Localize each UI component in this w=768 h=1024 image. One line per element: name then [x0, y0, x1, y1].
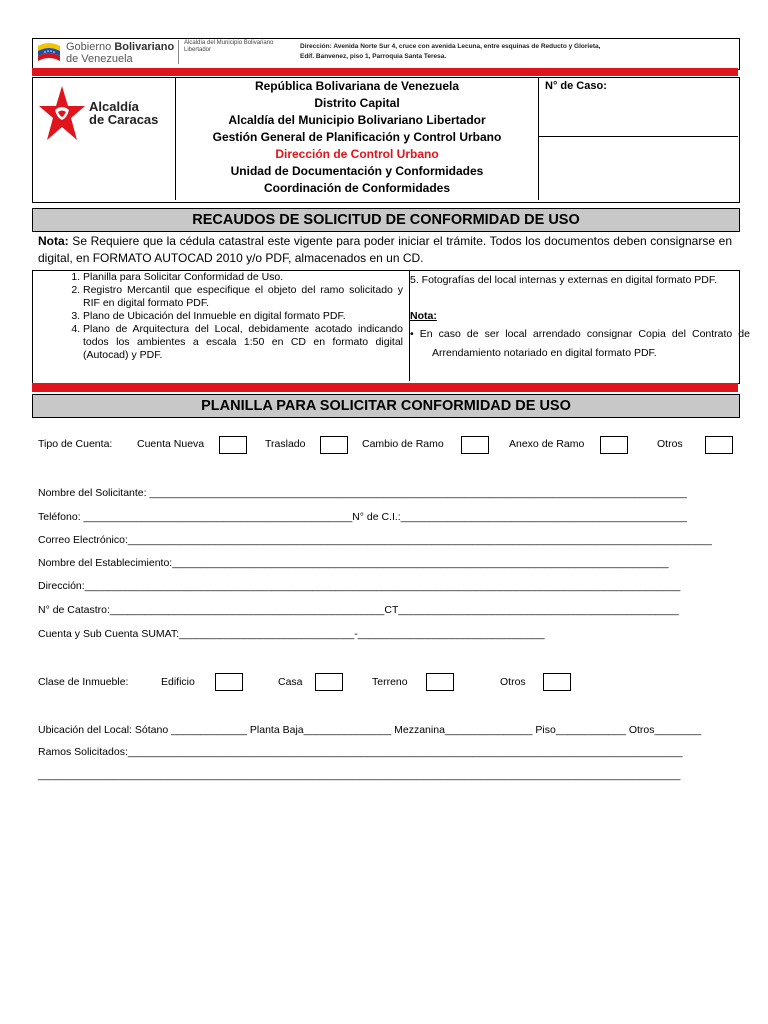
red-star-icon — [37, 84, 87, 146]
venezuela-flag-icon — [36, 40, 62, 66]
opt-traslado: Traslado — [265, 438, 306, 450]
inst-line2: Distrito Capital — [314, 96, 400, 110]
ramos-field[interactable]: Ramos Solicitados:_______________________________________________________________________________________________ — [38, 746, 683, 758]
nota-label: Nota: — [38, 234, 69, 248]
caso-cell[interactable] — [539, 78, 738, 137]
gobierno-logo — [36, 40, 176, 66]
requirement-item: 3. Plano de Ubicación del Inmueble en digital formato PDF. — [83, 310, 409, 323]
sumat-field[interactable]: Cuenta y Sub Cuenta SUMAT:______________________________-________________________________ — [38, 628, 545, 640]
logo-line2: de Caracas — [89, 112, 159, 127]
address-line1: Dirección: Avenida Norte Sur 4, cruce con avenida Lecuna, entre esquinas de Reducto y Glorieta, — [300, 43, 601, 50]
inst-line7: Coordinación de Conformidades — [263, 181, 450, 195]
address-line2: Edif. Banvenez, piso 1, Parroquia Santa Teresa. — [300, 53, 447, 60]
red-divider — [32, 68, 738, 76]
checkbox-terreno[interactable] — [426, 673, 454, 691]
ramos-field-line2[interactable]: ______________________________________________________________________________________________________________ — [38, 769, 681, 781]
nota2-bullet: • En caso de ser local arrendado consignar Copia del Contrato de Arrendamiento notariado en digital formato PDF. — [410, 328, 750, 359]
caso-label: N° de Caso: — [545, 80, 607, 92]
inst-line6: Unidad de Documentación y Conformidades — [230, 164, 484, 178]
checkbox-cambio-ramo[interactable] — [461, 436, 489, 454]
inst-line1: República Bolivariana de Venezuela — [254, 79, 460, 93]
ubicacion-field[interactable]: Ubicación del Local: Sótano _____________ Planta Baja_______________ Mezzanina_______________ Piso____________ Otros________ — [38, 724, 702, 736]
gov-text-bold: Bolivariano — [114, 41, 175, 53]
checkbox-otros-inmueble[interactable] — [543, 673, 571, 691]
gov-text-line2: de Venezuela — [66, 53, 133, 65]
alcaldia-logo — [33, 78, 176, 200]
gov-text-prefix: Gobierno — [66, 41, 115, 53]
requirement-item-5: 5. Fotografías del local internas y externas en digital formato PDF. — [410, 274, 717, 286]
opt-casa: Casa — [278, 676, 303, 688]
opt-cambio-ramo: Cambio de Ramo — [362, 438, 444, 450]
opt-edificio: Edificio — [161, 676, 195, 688]
requirement-item: 2. Registro Mercantil que especifique el objeto del ramo solicitado y RIF en digital formato PDF. — [83, 284, 409, 310]
nombre-solicitante-field[interactable]: Nombre del Solicitante: ____________________________________________________________________________________________ — [38, 487, 687, 499]
red-divider-2 — [32, 383, 738, 392]
direccion-field[interactable]: Dirección:______________________________________________________________________________________________________ — [38, 580, 681, 592]
opt-terreno: Terreno — [372, 676, 408, 688]
requirement-item: 4. Plano de Arquitectura del Local, debidamente acotado indicando todos los ambientes a escala 1:50 en CD en formato digital (Autocad) y PDF. — [83, 323, 409, 362]
requirements-right — [410, 271, 750, 381]
inst-line3: Alcaldía del Municipio Bolivariano Libertador — [228, 113, 486, 127]
institution-names — [176, 78, 539, 200]
inst-line4: Gestión General de Planificación y Control Urbano — [212, 130, 502, 144]
nota-text: Se Requiere que la cédula catastral este vigente para poder iniciar el trámite. Todos los documentos deben consignarse en digital, en FORMATO AUTOCAD 2010 y/o PDF, almacenados en un CD. — [38, 234, 732, 265]
catastro-field[interactable]: N° de Catastro:_______________________________________________CT________________________________________________ — [38, 604, 679, 616]
checkbox-edificio[interactable] — [215, 673, 243, 691]
requirements-list — [33, 271, 410, 381]
opt-cuenta-nueva: Cuenta Nueva — [137, 438, 205, 450]
checkbox-anexo-ramo[interactable] — [600, 436, 628, 454]
address — [300, 42, 730, 62]
tipo-cuenta-label: Tipo de Cuenta: — [38, 438, 113, 450]
logo-line1: Alcaldía — [89, 99, 139, 114]
checkbox-otros[interactable] — [705, 436, 733, 454]
establecimiento-field[interactable]: Nombre del Establecimiento:_____________________________________________________________________________________ — [38, 557, 669, 569]
nota-paragraph — [38, 233, 732, 267]
section2-title: PLANILLA PARA SOLICITAR CONFORMIDAD DE USO — [32, 394, 740, 418]
opt-otros-inmueble: Otros — [500, 676, 526, 688]
alcaldia-small-text: Alcaldía del Municipio Bolivariano Libertador — [178, 40, 284, 64]
opt-anexo-ramo: Anexo de Ramo — [509, 438, 585, 450]
section1-title: RECAUDOS DE SOLICITUD DE CONFORMIDAD DE USO — [32, 208, 740, 232]
telefono-ci-field[interactable]: Teléfono: ______________________________________________N° de C.I.:_________________________________________________ — [38, 511, 687, 523]
checkbox-traslado[interactable] — [320, 436, 348, 454]
clase-inmueble-label: Clase de Inmueble: — [38, 676, 129, 688]
checkbox-casa[interactable] — [315, 673, 343, 691]
correo-field[interactable]: Correo Electrónico:____________________________________________________________________________________________________ — [38, 534, 712, 546]
nota2-label: Nota: — [410, 310, 437, 322]
requirement-item: 1. Planilla para Solicitar Conformidad de Uso. — [83, 271, 409, 284]
inst-line5: Dirección de Control Urbano — [275, 147, 439, 161]
checkbox-cuenta-nueva[interactable] — [219, 436, 247, 454]
opt-otros: Otros — [657, 438, 683, 450]
